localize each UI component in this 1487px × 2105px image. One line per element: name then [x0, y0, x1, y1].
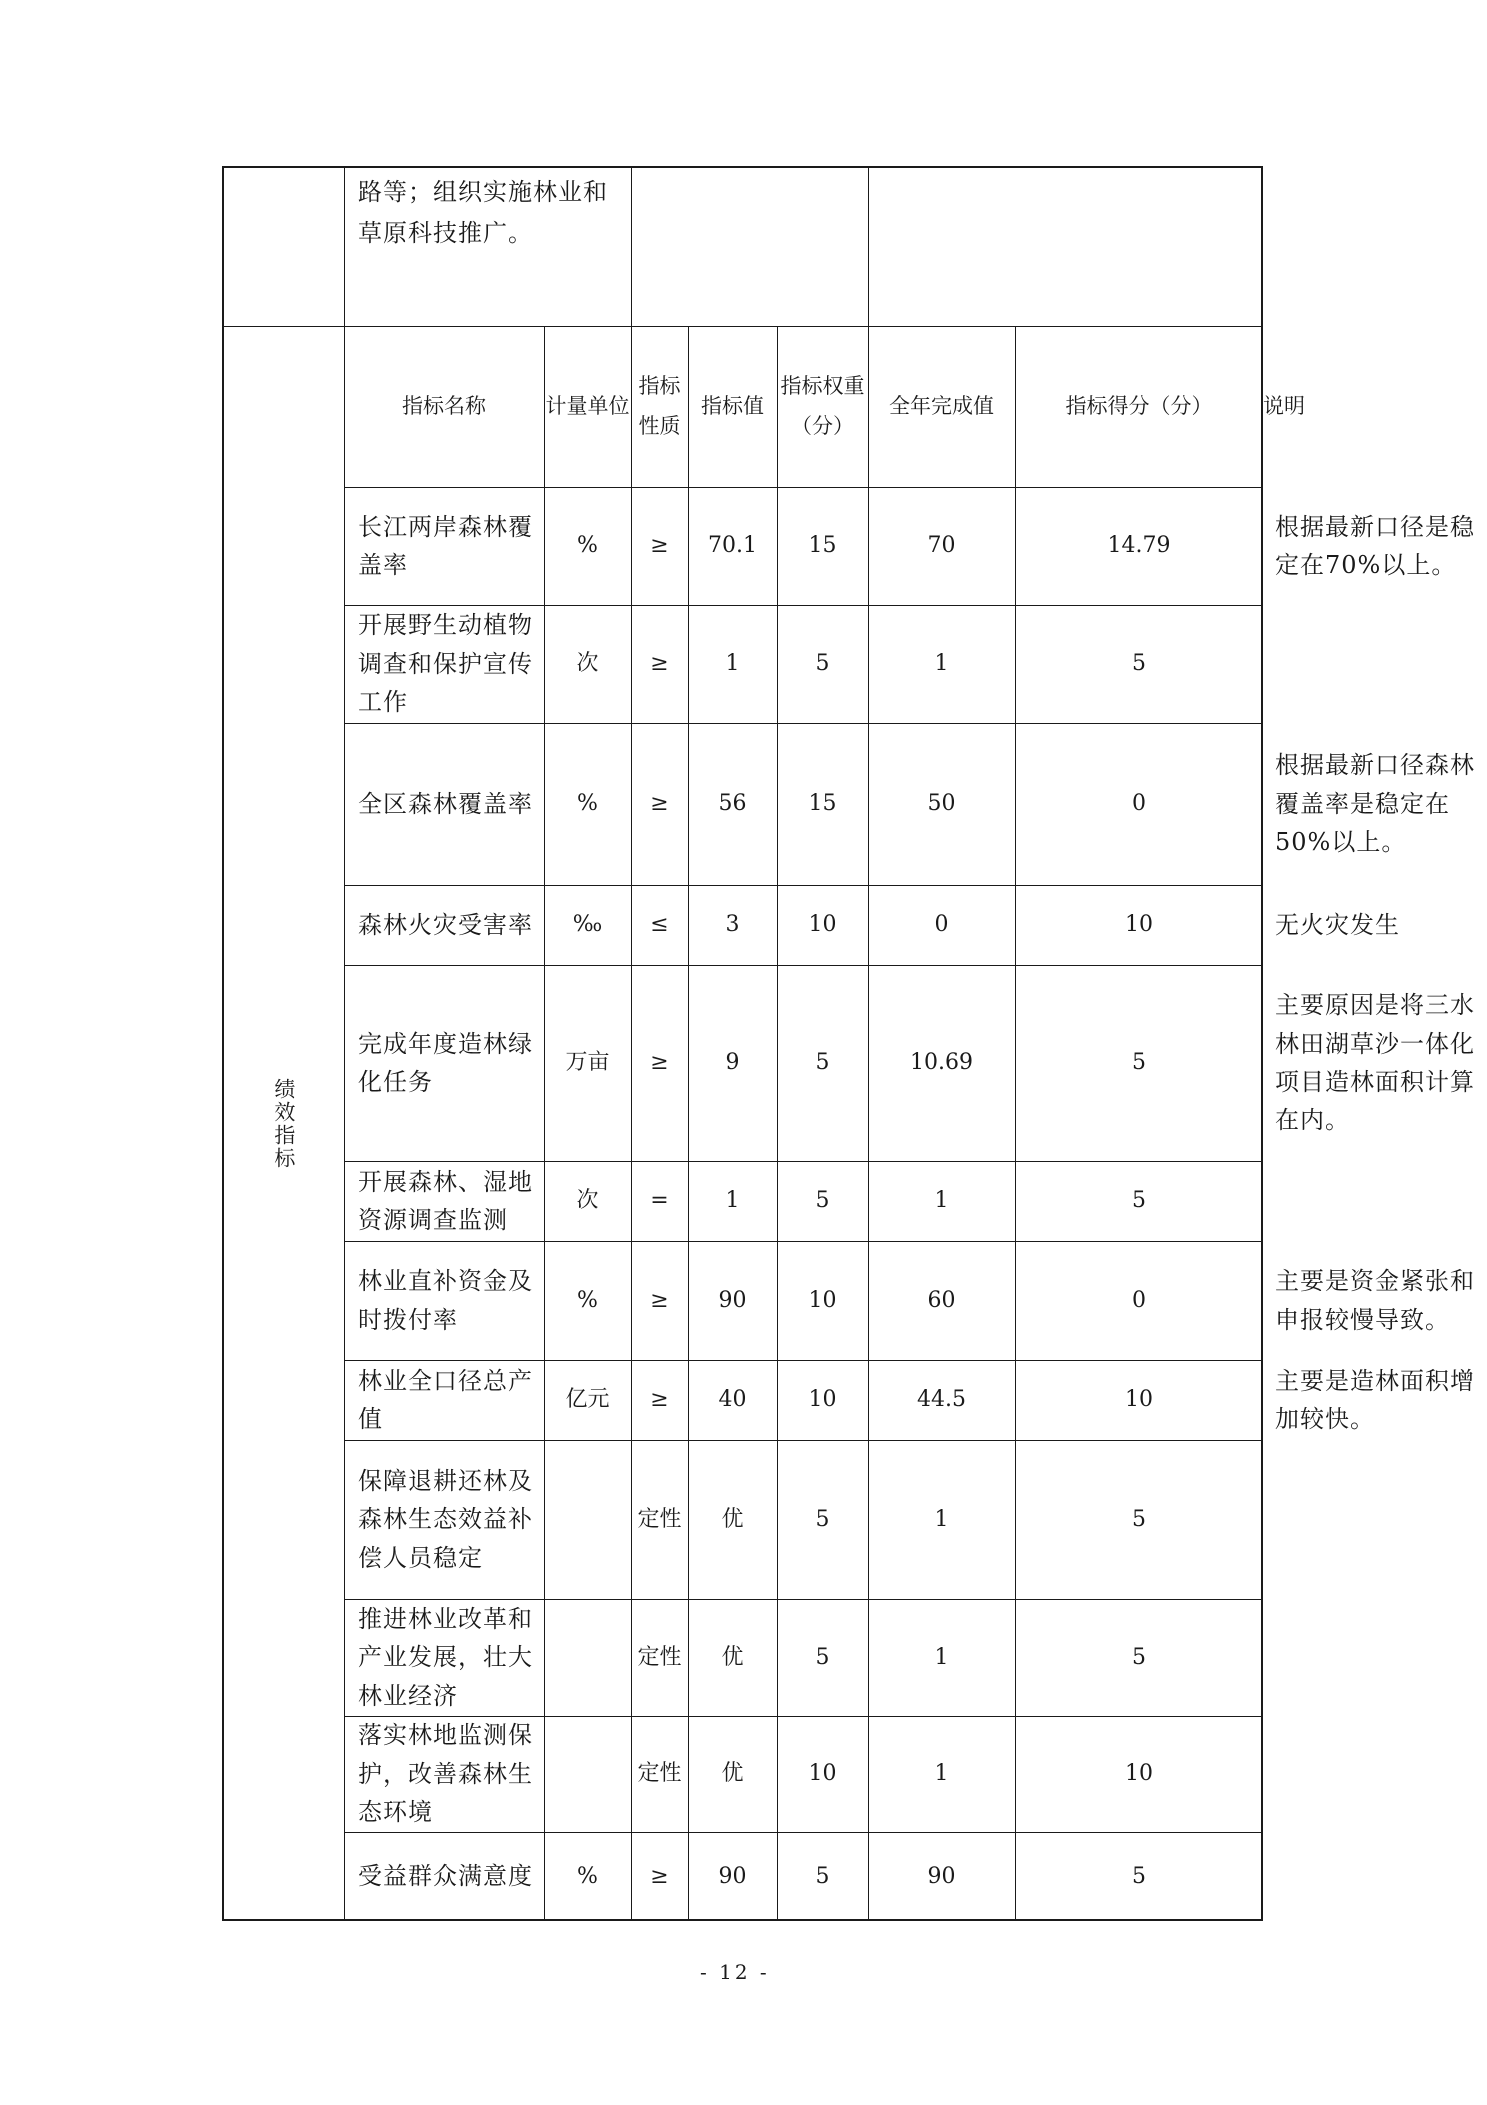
row-nature: ≤: [650, 912, 669, 938]
row-unit: %: [577, 1287, 598, 1313]
row-target: 1: [725, 651, 740, 677]
row-target: 3: [725, 912, 740, 938]
row-target: 90: [718, 1863, 747, 1889]
row-name: 森林火灾受害率: [358, 910, 533, 939]
row-nature: =: [650, 1188, 669, 1214]
row-nature: ≥: [650, 651, 669, 677]
row-nature: ≥: [650, 533, 669, 559]
row-weight: 10: [808, 1287, 837, 1313]
row-actual: 1: [934, 1506, 949, 1532]
divider: [868, 166, 869, 326]
row-target: 优: [721, 1761, 744, 1787]
row-target: 90: [718, 1287, 747, 1313]
divider: [344, 1599, 1263, 1600]
row-note: 主要是资金紧张和申报较慢导致。: [1275, 1267, 1475, 1334]
row-unit: 次: [576, 651, 599, 677]
row-score: 5: [1132, 1863, 1146, 1889]
top-row-content: 路等；组织实施林业和草原科技推广。: [358, 178, 608, 247]
row-name: 推进林业改革和产业发展，壮大林业经济: [358, 1604, 533, 1710]
row-score: 5: [1132, 1188, 1146, 1214]
row-actual: 44.5: [917, 1387, 966, 1413]
divider: [344, 1360, 1263, 1361]
row-score: 10: [1125, 1761, 1153, 1787]
row-weight: 10: [808, 1387, 837, 1413]
row-nature: 定性: [637, 1644, 682, 1670]
divider: [344, 487, 1263, 488]
row-score: 0: [1132, 791, 1146, 817]
header-unit: 计量单位: [545, 393, 630, 418]
divider: [777, 326, 778, 1921]
row-note: [1263, 1161, 1281, 1241]
row-name: 开展森林、湿地资源调查监测: [358, 1167, 533, 1234]
row-target: 70.1: [708, 533, 757, 559]
row-unit: [544, 1716, 631, 1832]
header-actual: 全年完成值: [889, 393, 994, 418]
divider: [344, 965, 1263, 966]
row-name: 林业全口径总产值: [358, 1366, 533, 1433]
row-unit: 万亩: [565, 1050, 610, 1076]
row-nature: ≥: [650, 1050, 669, 1076]
row-name: 长江两岸森林覆盖率: [358, 512, 533, 579]
row-weight: 5: [815, 1644, 830, 1670]
row-name: 全区森林覆盖率: [358, 789, 533, 818]
row-target: 40: [718, 1387, 747, 1413]
row-target: 56: [718, 791, 747, 817]
row-note: 主要原因是将三水林田湖草沙一体化项目造林面积计算在内。: [1275, 991, 1475, 1135]
row-target: 9: [725, 1050, 740, 1076]
row-weight: 10: [808, 912, 837, 938]
row-weight: 5: [815, 1863, 830, 1889]
row-weight: 10: [808, 1761, 837, 1787]
divider: [631, 166, 632, 326]
row-nature: ≥: [650, 791, 669, 817]
row-weight: 15: [808, 791, 837, 817]
row-score: 10: [1125, 912, 1153, 938]
divider: [344, 605, 1263, 606]
row-note: [1263, 1599, 1281, 1716]
row-note: [1263, 1832, 1281, 1921]
row-weight: 5: [815, 1188, 830, 1214]
row-score: 5: [1132, 1506, 1146, 1532]
row-unit: 亿元: [565, 1387, 610, 1413]
row-note: [1263, 1716, 1281, 1832]
header-nature: 指标性质: [638, 373, 681, 438]
row-unit: ‰: [572, 912, 603, 938]
row-nature: 定性: [637, 1506, 682, 1532]
row-weight: 5: [815, 1050, 830, 1076]
divider: [344, 1440, 1263, 1441]
row-actual: 60: [927, 1287, 956, 1313]
row-actual: 50: [927, 791, 956, 817]
divider: [631, 326, 632, 1921]
row-unit: %: [577, 533, 598, 559]
row-name: 受益群众满意度: [358, 1862, 533, 1891]
row-target: 优: [721, 1644, 744, 1670]
row-name: 开展野生动植物调查和保护宣传工作: [358, 611, 533, 717]
row-nature: 定性: [637, 1761, 682, 1787]
row-score: 14.79: [1107, 533, 1171, 559]
divider: [868, 326, 869, 1921]
row-unit: %: [577, 1863, 598, 1889]
row-actual: 70: [927, 533, 956, 559]
row-name: 落实林地监测保护，改善森林生态环境: [358, 1721, 533, 1827]
row-unit: [544, 1440, 631, 1599]
divider: [688, 326, 689, 1921]
row-score: 5: [1132, 1644, 1146, 1670]
row-unit: [544, 1599, 631, 1716]
row-note: 根据最新口径森林覆盖率是稳定在 50%以上。: [1275, 751, 1475, 857]
header-weight: 指标权重（分）: [780, 373, 865, 438]
row-score: 0: [1132, 1287, 1146, 1313]
row-name: 完成年度造林绿化任务: [358, 1029, 533, 1096]
row-name: 林业直补资金及时拨付率: [358, 1267, 533, 1334]
row-note: 主要是造林面积增加较快。: [1275, 1366, 1475, 1433]
header-score: 指标得分（分）: [1065, 393, 1213, 418]
divider: [344, 885, 1263, 886]
row-weight: 5: [815, 651, 830, 677]
row-note: [1263, 605, 1281, 723]
row-unit: 次: [576, 1188, 599, 1214]
row-actual: 1: [934, 1761, 949, 1787]
row-actual: 90: [927, 1863, 956, 1889]
row-name: 保障退耕还林及森林生态效益补偿人员稳定: [358, 1466, 533, 1572]
row-target: 优: [721, 1506, 744, 1532]
row-actual: 1: [934, 651, 949, 677]
section-label: 绩效指标: [271, 1077, 296, 1170]
row-score: 10: [1125, 1387, 1153, 1413]
row-actual: 10.69: [910, 1050, 973, 1076]
header-name: 指标名称: [402, 393, 486, 418]
row-target: 1: [725, 1188, 740, 1214]
row-note: [1263, 1440, 1281, 1599]
header-note: 说明: [1263, 393, 1305, 418]
row-note: 根据最新口径是稳定在70%以上。: [1275, 512, 1475, 579]
divider: [344, 1161, 1263, 1162]
row-nature: ≥: [650, 1863, 669, 1889]
row-nature: ≥: [650, 1287, 669, 1313]
row-actual: 0: [934, 912, 949, 938]
row-weight: 15: [808, 533, 837, 559]
row-weight: 5: [815, 1506, 830, 1532]
row-note: 无火灾发生: [1275, 910, 1400, 939]
row-score: 5: [1132, 1050, 1146, 1076]
row-actual: 1: [934, 1188, 949, 1214]
divider: [344, 1716, 1263, 1717]
page-number: - 12 -: [700, 1960, 770, 1984]
divider: [344, 1832, 1263, 1833]
row-score: 5: [1132, 651, 1146, 677]
row-actual: 1: [934, 1644, 949, 1670]
divider: [544, 326, 545, 1921]
divider: [1015, 326, 1016, 1921]
divider: [344, 1241, 1263, 1242]
divider: [344, 723, 1263, 724]
row-unit: %: [577, 791, 598, 817]
row-nature: ≥: [650, 1387, 669, 1413]
header-target: 指标值: [701, 393, 764, 418]
